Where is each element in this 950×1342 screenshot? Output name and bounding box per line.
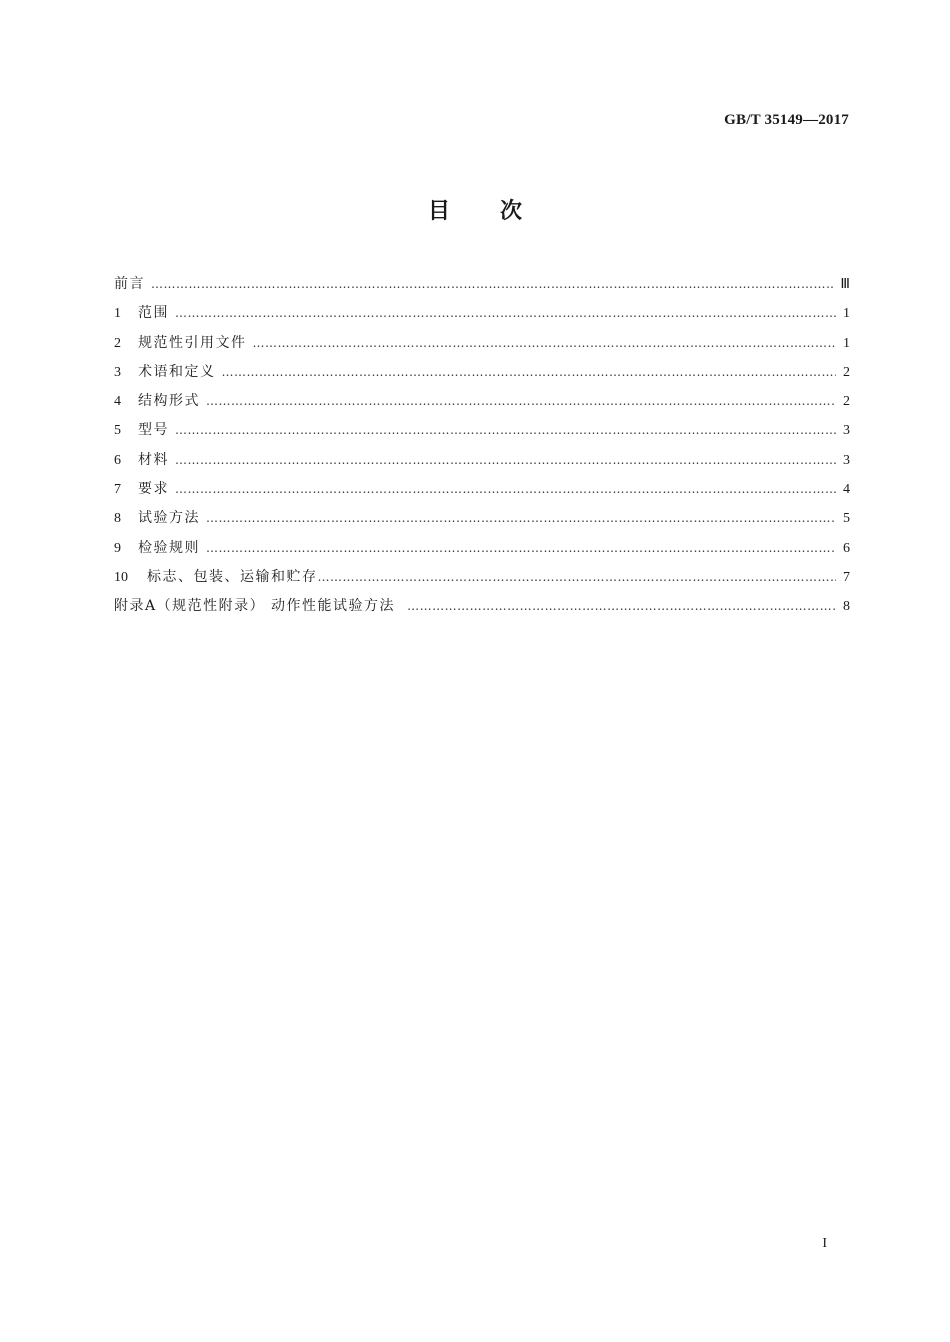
toc-label: 术语和定义 — [138, 363, 216, 380]
toc-entry[interactable] — [114, 358, 850, 387]
toc-label: 标志、包装、运输和贮存 — [147, 568, 318, 585]
toc-label: 要求 — [138, 481, 169, 498]
dot-leader — [175, 475, 836, 504]
toc-page-number: 3 — [843, 423, 850, 439]
page-title: 目次 — [427, 199, 572, 224]
toc-section-number: 3 — [114, 364, 121, 380]
dot-leader — [206, 504, 836, 533]
toc-section-number: 5 — [114, 423, 121, 439]
toc-entry[interactable] — [114, 534, 850, 563]
toc-page-number: 6 — [843, 540, 850, 556]
toc-label: 结构形式 — [138, 393, 200, 410]
dot-leader — [253, 329, 837, 358]
toc-entry[interactable] — [114, 592, 850, 621]
toc-entry[interactable] — [114, 446, 850, 475]
toc-label: 规范性引用文件 — [138, 334, 247, 351]
toc-entry[interactable] — [114, 563, 850, 592]
dot-leader — [175, 446, 836, 475]
toc-page-number: 4 — [843, 482, 850, 498]
toc-page-number: 3 — [843, 452, 850, 468]
dot-leader — [206, 387, 836, 416]
toc-label: 型号 — [138, 422, 169, 439]
dot-leader — [175, 416, 836, 445]
toc-label: 检验规则 — [138, 539, 200, 556]
toc-section-number: 7 — [114, 482, 121, 498]
dot-leader — [151, 270, 834, 299]
toc-section-number: 1 — [114, 306, 121, 322]
toc-label: 附录A（规范性附录） 动作性能试验方法 — [114, 598, 396, 615]
dot-leader — [175, 299, 836, 328]
toc-page-number: 7 — [843, 569, 850, 585]
toc-section-number: 6 — [114, 452, 121, 468]
toc-entry[interactable] — [114, 504, 850, 533]
toc-page-number: 5 — [843, 511, 850, 527]
toc-label: 范围 — [138, 305, 169, 322]
standard-number: GB/T 35149—2017 — [724, 112, 849, 128]
page-number: I — [822, 1236, 827, 1251]
toc-page-number: 2 — [843, 364, 850, 380]
toc-page-number: 8 — [843, 599, 850, 615]
toc-page-number: Ⅲ — [840, 277, 850, 292]
dot-leader — [222, 358, 837, 387]
toc-page-number: 2 — [843, 394, 850, 410]
toc-label: 材料 — [138, 451, 169, 468]
table-of-contents — [114, 270, 850, 622]
toc-label: 前言 — [114, 276, 145, 292]
dot-leader — [407, 592, 836, 621]
toc-entry[interactable] — [114, 270, 850, 299]
toc-section-number: 10 — [114, 569, 128, 585]
toc-label: 试验方法 — [138, 510, 200, 527]
toc-entry[interactable] — [114, 329, 850, 358]
dot-leader — [206, 534, 836, 563]
toc-entry[interactable] — [114, 416, 850, 445]
toc-section-number: 8 — [114, 511, 121, 527]
toc-section-number: 2 — [114, 335, 121, 351]
toc-entry[interactable] — [114, 387, 850, 416]
toc-page-number: 1 — [843, 306, 850, 322]
dot-leader — [318, 563, 837, 592]
toc-page-number: 1 — [843, 335, 850, 351]
toc-entry[interactable] — [114, 299, 850, 328]
toc-section-number: 4 — [114, 394, 121, 410]
toc-entry[interactable] — [114, 475, 850, 504]
toc-section-number: 9 — [114, 540, 121, 556]
